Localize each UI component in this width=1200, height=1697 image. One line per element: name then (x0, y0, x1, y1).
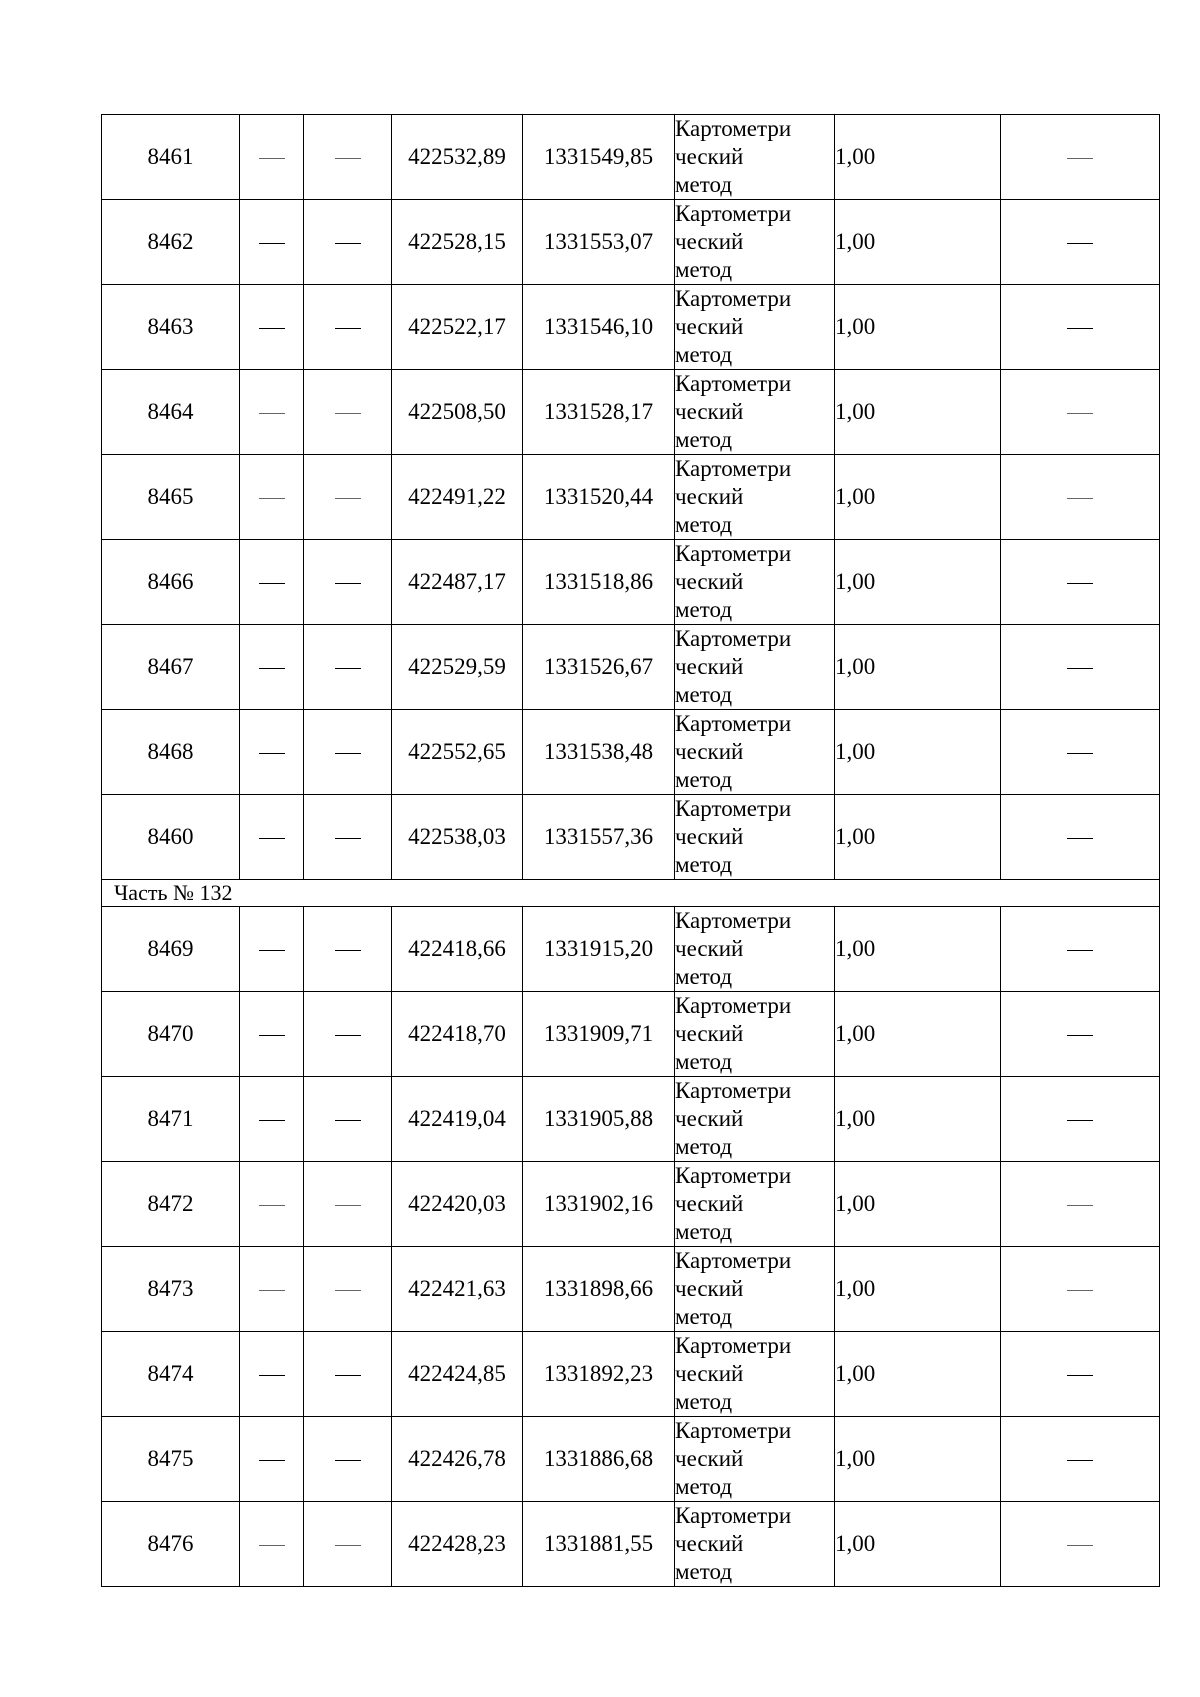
method-line: Картометри (675, 711, 792, 736)
table-row (102, 540, 1160, 625)
y-coordinate-cell: 1331905,88 (523, 1077, 675, 1162)
point-number-cell: 8473 (102, 1247, 240, 1332)
method-line: Картометри (675, 796, 792, 821)
table-row (102, 1417, 1160, 1502)
point-number-cell: 8465 (102, 455, 240, 540)
x-coordinate-cell: 422522,17 (392, 285, 523, 370)
dash-icon (335, 1375, 361, 1376)
empty-x-cell (240, 907, 304, 992)
method-cell (675, 710, 835, 795)
dash-icon (335, 950, 361, 951)
dash-icon (1067, 1035, 1093, 1036)
y-coordinate-cell: 1331909,71 (523, 992, 675, 1077)
method-line: ческий (675, 314, 744, 339)
empty-y-cell (304, 540, 392, 625)
dash-icon (259, 498, 285, 499)
section-title: Часть № 132 (102, 880, 1160, 907)
description-cell (1001, 285, 1160, 370)
method-line: ческий (675, 1276, 744, 1301)
empty-y-cell (304, 992, 392, 1077)
method-line: ческий (675, 1106, 744, 1131)
point-number-cell: 8476 (102, 1502, 240, 1587)
description-cell (1001, 1162, 1160, 1247)
method-line: метод (675, 1304, 733, 1329)
y-coordinate-cell: 1331546,10 (523, 285, 675, 370)
empty-x-cell (240, 1247, 304, 1332)
point-number-cell: 8461 (102, 115, 240, 200)
method-line: метод (675, 342, 733, 367)
method-cell (675, 370, 835, 455)
dash-icon (259, 413, 285, 414)
dash-icon (1067, 950, 1093, 951)
description-cell (1001, 625, 1160, 710)
point-number-cell: 8474 (102, 1332, 240, 1417)
y-coordinate-cell: 1331528,17 (523, 370, 675, 455)
x-coordinate-cell: 422538,03 (392, 795, 523, 880)
empty-y-cell (304, 370, 392, 455)
x-coordinate-cell: 422491,22 (392, 455, 523, 540)
empty-x-cell (240, 200, 304, 285)
dash-icon (259, 1035, 285, 1036)
table-row (102, 1502, 1160, 1587)
dash-icon (1067, 1205, 1093, 1206)
table-row (102, 1162, 1160, 1247)
method-line: Картометри (675, 371, 792, 396)
empty-x-cell (240, 795, 304, 880)
method-cell (675, 1077, 835, 1162)
method-line: метод (675, 427, 733, 452)
method-line: Картометри (675, 116, 792, 141)
empty-y-cell (304, 1502, 392, 1587)
y-coordinate-cell: 1331518,86 (523, 540, 675, 625)
method-line: метод (675, 512, 733, 537)
point-number-cell: 8471 (102, 1077, 240, 1162)
empty-y-cell (304, 795, 392, 880)
y-coordinate-cell: 1331520,44 (523, 455, 675, 540)
description-cell (1001, 710, 1160, 795)
table-row (102, 625, 1160, 710)
y-coordinate-cell: 1331902,16 (523, 1162, 675, 1247)
empty-x-cell (240, 992, 304, 1077)
method-line: метод (675, 1389, 733, 1414)
method-line: метод (675, 597, 733, 622)
method-line: ческий (675, 1446, 744, 1471)
accuracy-cell: 1,00 (835, 1332, 1001, 1417)
accuracy-cell: 1,00 (835, 1417, 1001, 1502)
dash-icon (335, 1120, 361, 1121)
dash-icon (259, 158, 285, 159)
y-coordinate-cell: 1331526,67 (523, 625, 675, 710)
method-line: метод (675, 1134, 733, 1159)
dash-icon (1067, 1290, 1093, 1291)
method-line: Картометри (675, 1333, 792, 1358)
method-line: Картометри (675, 1078, 792, 1103)
table-row (102, 455, 1160, 540)
method-line: Картометри (675, 456, 792, 481)
empty-x-cell (240, 540, 304, 625)
dash-icon (335, 753, 361, 754)
empty-y-cell (304, 710, 392, 795)
dash-icon (335, 1290, 361, 1291)
method-cell (675, 795, 835, 880)
method-cell (675, 1247, 835, 1332)
method-line: Картометри (675, 286, 792, 311)
table-row (102, 115, 1160, 200)
x-coordinate-cell: 422532,89 (392, 115, 523, 200)
dash-icon (1067, 243, 1093, 244)
method-line: метод (675, 1474, 733, 1499)
method-line: ческий (675, 399, 744, 424)
y-coordinate-cell: 1331898,66 (523, 1247, 675, 1332)
empty-x-cell (240, 1332, 304, 1417)
empty-y-cell (304, 1417, 392, 1502)
method-line: Картометри (675, 993, 792, 1018)
empty-x-cell (240, 1502, 304, 1587)
dash-icon (1067, 753, 1093, 754)
empty-x-cell (240, 625, 304, 710)
empty-y-cell (304, 1332, 392, 1417)
table-row (102, 1077, 1160, 1162)
empty-y-cell (304, 625, 392, 710)
empty-y-cell (304, 1077, 392, 1162)
dash-icon (259, 1290, 285, 1291)
description-cell (1001, 1502, 1160, 1587)
point-number-cell: 8468 (102, 710, 240, 795)
description-cell (1001, 795, 1160, 880)
empty-y-cell (304, 115, 392, 200)
description-cell (1001, 1247, 1160, 1332)
point-number-cell: 8467 (102, 625, 240, 710)
point-number-cell: 8460 (102, 795, 240, 880)
empty-y-cell (304, 285, 392, 370)
method-line: ческий (675, 229, 744, 254)
dash-icon (1067, 1460, 1093, 1461)
table-row (102, 370, 1160, 455)
method-cell (675, 1332, 835, 1417)
dash-icon (259, 950, 285, 951)
accuracy-cell: 1,00 (835, 200, 1001, 285)
method-cell (675, 540, 835, 625)
method-line: ческий (675, 1531, 744, 1556)
method-line: ческий (675, 484, 744, 509)
description-cell (1001, 200, 1160, 285)
point-number-cell: 8464 (102, 370, 240, 455)
point-number-cell: 8463 (102, 285, 240, 370)
dash-icon (1067, 1375, 1093, 1376)
accuracy-cell: 1,00 (835, 1162, 1001, 1247)
point-number-cell: 8472 (102, 1162, 240, 1247)
accuracy-cell: 1,00 (835, 370, 1001, 455)
method-line: ческий (675, 936, 744, 961)
method-line: Картометри (675, 908, 792, 933)
coordinates-table (101, 114, 1160, 1587)
method-line: ческий (675, 569, 744, 594)
method-cell (675, 455, 835, 540)
x-coordinate-cell: 422418,70 (392, 992, 523, 1077)
table-row (102, 200, 1160, 285)
method-line: ческий (675, 654, 744, 679)
table-row (102, 285, 1160, 370)
empty-y-cell (304, 1247, 392, 1332)
description-cell (1001, 1077, 1160, 1162)
method-line: метод (675, 767, 733, 792)
dash-icon (335, 158, 361, 159)
x-coordinate-cell: 422420,03 (392, 1162, 523, 1247)
accuracy-cell: 1,00 (835, 115, 1001, 200)
method-cell (675, 625, 835, 710)
method-cell (675, 115, 835, 200)
method-line: Картометри (675, 1503, 792, 1528)
y-coordinate-cell: 1331915,20 (523, 907, 675, 992)
table-row (102, 907, 1160, 992)
y-coordinate-cell: 1331538,48 (523, 710, 675, 795)
method-line: метод (675, 1049, 733, 1074)
dash-icon (335, 583, 361, 584)
x-coordinate-cell: 422529,59 (392, 625, 523, 710)
dash-icon (1067, 1545, 1093, 1546)
method-line: метод (675, 257, 733, 282)
dash-icon (335, 838, 361, 839)
y-coordinate-cell: 1331881,55 (523, 1502, 675, 1587)
description-cell (1001, 1417, 1160, 1502)
table-row (102, 992, 1160, 1077)
dash-icon (335, 328, 361, 329)
dash-icon (1067, 413, 1093, 414)
table-row (102, 1247, 1160, 1332)
method-line: метод (675, 172, 733, 197)
y-coordinate-cell: 1331553,07 (523, 200, 675, 285)
description-cell (1001, 115, 1160, 200)
method-line: ческий (675, 1361, 744, 1386)
method-cell (675, 992, 835, 1077)
dash-icon (1067, 498, 1093, 499)
accuracy-cell: 1,00 (835, 992, 1001, 1077)
empty-x-cell (240, 1162, 304, 1247)
point-number-cell: 8466 (102, 540, 240, 625)
section-header-row (102, 880, 1160, 907)
accuracy-cell: 1,00 (835, 1247, 1001, 1332)
method-line: Картометри (675, 626, 792, 651)
dash-icon (1067, 328, 1093, 329)
method-line: ческий (675, 144, 744, 169)
x-coordinate-cell: 422424,85 (392, 1332, 523, 1417)
dash-icon (335, 498, 361, 499)
accuracy-cell: 1,00 (835, 710, 1001, 795)
table-row (102, 710, 1160, 795)
point-number-cell: 8475 (102, 1417, 240, 1502)
x-coordinate-cell: 422552,65 (392, 710, 523, 795)
description-cell (1001, 1332, 1160, 1417)
accuracy-cell: 1,00 (835, 455, 1001, 540)
x-coordinate-cell: 422487,17 (392, 540, 523, 625)
point-number-cell: 8462 (102, 200, 240, 285)
dash-icon (259, 668, 285, 669)
empty-y-cell (304, 1162, 392, 1247)
method-line: ческий (675, 1191, 744, 1216)
dash-icon (259, 328, 285, 329)
description-cell (1001, 370, 1160, 455)
table-row (102, 795, 1160, 880)
x-coordinate-cell: 422426,78 (392, 1417, 523, 1502)
description-cell (1001, 907, 1160, 992)
method-line: ческий (675, 1021, 744, 1046)
empty-y-cell (304, 200, 392, 285)
method-cell (675, 907, 835, 992)
description-cell (1001, 992, 1160, 1077)
x-coordinate-cell: 422508,50 (392, 370, 523, 455)
method-line: Картометри (675, 201, 792, 226)
dash-icon (259, 1205, 285, 1206)
dash-icon (259, 1460, 285, 1461)
method-line: метод (675, 1559, 733, 1584)
method-line: Картометри (675, 1248, 792, 1273)
description-cell (1001, 540, 1160, 625)
empty-x-cell (240, 710, 304, 795)
dash-icon (335, 1035, 361, 1036)
method-cell (675, 1162, 835, 1247)
empty-x-cell (240, 455, 304, 540)
dash-icon (259, 1375, 285, 1376)
accuracy-cell: 1,00 (835, 1077, 1001, 1162)
accuracy-cell: 1,00 (835, 540, 1001, 625)
dash-icon (335, 668, 361, 669)
dash-icon (259, 753, 285, 754)
method-line: метод (675, 964, 733, 989)
empty-y-cell (304, 907, 392, 992)
empty-y-cell (304, 455, 392, 540)
dash-icon (259, 1120, 285, 1121)
method-cell (675, 285, 835, 370)
dash-icon (335, 1545, 361, 1546)
method-line: метод (675, 1219, 733, 1244)
accuracy-cell: 1,00 (835, 795, 1001, 880)
x-coordinate-cell: 422419,04 (392, 1077, 523, 1162)
point-number-cell: 8469 (102, 907, 240, 992)
dash-icon (259, 838, 285, 839)
dash-icon (1067, 668, 1093, 669)
dash-icon (1067, 583, 1093, 584)
x-coordinate-cell: 422528,15 (392, 200, 523, 285)
point-number-cell: 8470 (102, 992, 240, 1077)
empty-x-cell (240, 1417, 304, 1502)
method-cell (675, 200, 835, 285)
dash-icon (1067, 1120, 1093, 1121)
description-cell (1001, 455, 1160, 540)
method-line: ческий (675, 824, 744, 849)
dash-icon (335, 413, 361, 414)
method-cell (675, 1502, 835, 1587)
dash-icon (1067, 158, 1093, 159)
empty-x-cell (240, 1077, 304, 1162)
empty-x-cell (240, 115, 304, 200)
dash-icon (335, 1460, 361, 1461)
y-coordinate-cell: 1331549,85 (523, 115, 675, 200)
accuracy-cell: 1,00 (835, 1502, 1001, 1587)
x-coordinate-cell: 422418,66 (392, 907, 523, 992)
y-coordinate-cell: 1331886,68 (523, 1417, 675, 1502)
x-coordinate-cell: 422428,23 (392, 1502, 523, 1587)
dash-icon (259, 243, 285, 244)
accuracy-cell: 1,00 (835, 285, 1001, 370)
coordinates-table-body (102, 115, 1160, 1587)
y-coordinate-cell: 1331892,23 (523, 1332, 675, 1417)
dash-icon (1067, 838, 1093, 839)
method-line: Картометри (675, 1163, 792, 1188)
dash-icon (335, 1205, 361, 1206)
dash-icon (259, 1545, 285, 1546)
accuracy-cell: 1,00 (835, 625, 1001, 710)
method-line: Картометри (675, 1418, 792, 1443)
x-coordinate-cell: 422421,63 (392, 1247, 523, 1332)
dash-icon (259, 583, 285, 584)
accuracy-cell: 1,00 (835, 907, 1001, 992)
method-cell (675, 1417, 835, 1502)
y-coordinate-cell: 1331557,36 (523, 795, 675, 880)
method-line: метод (675, 852, 733, 877)
method-line: ческий (675, 739, 744, 764)
empty-x-cell (240, 285, 304, 370)
method-line: метод (675, 682, 733, 707)
empty-x-cell (240, 370, 304, 455)
dash-icon (335, 243, 361, 244)
table-row (102, 1332, 1160, 1417)
method-line: Картометри (675, 541, 792, 566)
